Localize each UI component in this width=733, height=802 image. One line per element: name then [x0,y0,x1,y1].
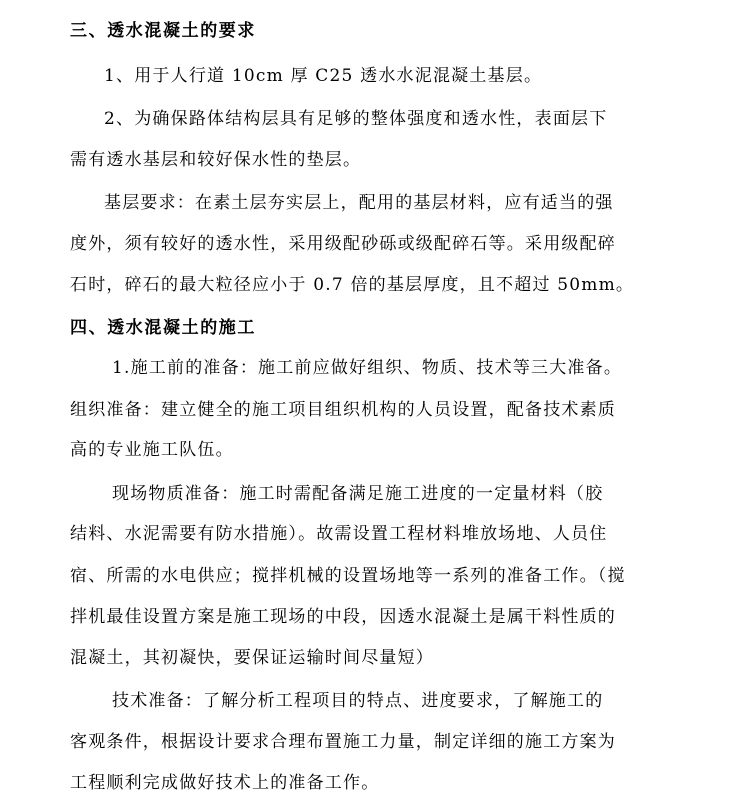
material-preparation-line-4: 拌机最佳设置方案是施工现场的中段，因透水混凝土是属干料性质的 [70,607,616,627]
preparation-line-1: 1.施工前的准备：施工前应做好组织、物质、技术等三大准备。 [112,358,623,378]
technical-preparation-line-2: 客观条件，根据设计要求合理布置施工力量，制定详细的施工方案为 [70,732,616,752]
material-preparation-line-3: 宿、所需的水电供应；搅拌机械的设置场地等一系列的准备工作。（搅 [70,566,626,586]
technical-preparation-line-3: 工程顺利完成做好技术上的准备工作。 [70,773,380,793]
base-requirement-line-2: 度外，须有较好的透水性，采用级配砂砾或级配碎石等。采用级配碎 [70,234,616,254]
material-preparation-line-2: 结料、水泥需要有防水措施）。故需设置工程材料堆放场地、人员住 [70,524,608,544]
preparation-line-3: 高的专业施工队伍。 [70,440,234,460]
preparation-line-2: 组织准备：建立健全的施工项目组织机构的人员设置，配备技术素质 [70,400,616,420]
base-requirement-line-1: 基层要求：在素土层夯实层上，配用的基层材料，应有适当的强 [104,193,614,213]
technical-preparation-line-1: 技术准备：了解分析工程项目的特点、进度要求，了解施工的 [112,691,604,711]
material-preparation-line-5: 混凝土，其初凝快，要保证运输时间尽量短） [70,648,434,668]
section-3-item-2-line-2: 需有透水基层和较好保水性的垫层。 [70,150,362,170]
section-3-item-1: 1、用于人行道 10cm 厚 C25 透水水泥混凝土基层。 [104,66,543,86]
section-3-heading: 三、透水混凝土的要求 [70,21,256,41]
section-3-item-2-line-1: 2、为确保路体结构层具有足够的整体强度和透水性，表面层下 [104,109,608,129]
base-requirement-line-3: 石时，碎石的最大粒径应小于 0.7 倍的基层厚度，且不超过 50mm。 [70,275,635,295]
section-4-heading: 四、透水混凝土的施工 [70,318,256,338]
material-preparation-line-1: 现场物质准备：施工时需配备满足施工进度的一定量材料（胶 [112,484,604,504]
